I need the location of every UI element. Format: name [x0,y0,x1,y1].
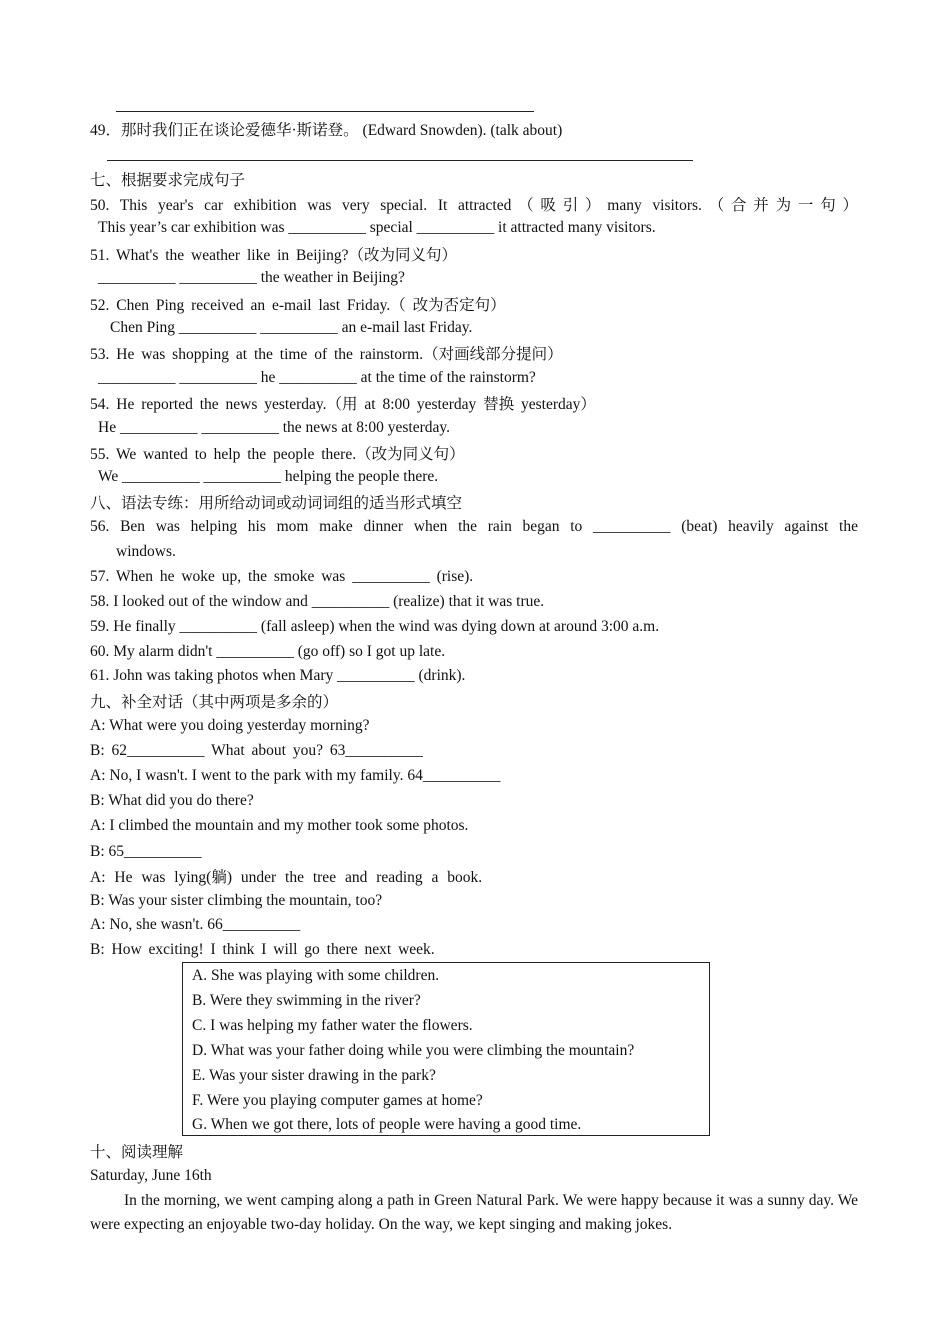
answer-50: This year’s car exhibition was __________ special __________ it attracted many visitors. [98,219,656,236]
dialog-line: A: What were you doing yesterday morning? [90,717,370,734]
option-e: E. Was your sister drawing in the park? [192,1067,436,1084]
section-9-heading: 九、补全对话（其中两项是多余的） [90,694,339,711]
question-56-cont: windows. [116,543,176,560]
answer-51: __________ __________ the weather in Beijing? [98,269,405,286]
answer-54: He __________ __________ the news at 8:00 yesterday. [98,419,450,436]
diary-date: Saturday, June 16th [90,1167,212,1184]
question-57: 57. When he woke up, the smoke was __________ (rise). [90,568,474,585]
question-52: 52. Chen Ping received an e-mail last Friday.（ 改为否定句） [90,297,506,314]
dialog-line: B: 62__________ What about you? 63__________ [90,742,423,759]
question-53: 53. He was shopping at the time of the rainstorm.（对画线部分提问） [90,346,563,363]
question-54: 54. He reported the news yesterday.（用 at 8:00 yesterday 替换 yesterday） [90,396,596,413]
dialog-line: A: I climbed the mountain and my mother took some photos. [90,817,469,834]
question-49: 49．那时我们正在谈论爱德华·斯诺登。 (Edward Snowden). (talk about) [90,122,563,139]
answer-line-49 [107,160,693,161]
question-60: 60. My alarm didn't __________ (go off) so I got up late. [90,643,446,660]
question-58: 58. I looked out of the window and __________ (realize) that it was true. [90,593,545,610]
dialog-line: A: No, I wasn't. I went to the park with my family. 64__________ [90,767,501,784]
dialog-line: A: No, she wasn't. 66__________ [90,916,301,933]
dialog-line: B: Was your sister climbing the mountain, too? [90,892,383,909]
answer-55: We __________ __________ helping the people there. [98,468,439,485]
section-7-heading: 七、根据要求完成句子 [90,172,246,189]
dialog-line: B: How exciting! I think I will go there next week. [90,941,435,958]
question-56: 56. Ben was helping his mom make dinner when the rain began to __________ (beat) heavily against the [90,518,858,535]
option-a: A. She was playing with some children. [192,967,440,984]
answer-53: __________ __________ he __________ at the time of the rainstorm? [98,369,536,386]
dialog-line: A: He was lying(躺) under the tree and reading a book. [90,869,483,886]
option-g: G. When we got there, lots of people were having a good time. [192,1116,582,1133]
question-51: 51. What's the weather like in Beijing?（改为同义句） [90,247,458,264]
question-50: 50. This year's car exhibition was very special. It attracted（吸引）many visitors.（合并为一句） [90,197,858,214]
option-b: B. Were they swimming in the river? [192,992,421,1009]
reading-paragraph: In the morning, we went camping along a path in Green Natural Park. We were happy because it was a sunny day. We were expecting an enjoyable two-day holiday. On the way, we kept singing and making jokes. [90,1192,858,1233]
question-61: 61. John was taking photos when Mary __________ (drink). [90,667,466,684]
dialog-line: B: 65__________ [90,843,202,860]
answer-52: Chen Ping __________ __________ an e-mail last Friday. [110,319,473,336]
option-d: D. What was your father doing while you were climbing the mountain? [192,1042,635,1059]
section-10-heading: 十、阅读理解 [90,1144,184,1161]
option-c: C. I was helping my father water the flowers. [192,1017,473,1034]
question-59: 59. He finally __________ (fall asleep) when the wind was dying down at around 3:00 a.m. [90,618,660,635]
dialog-line: B: What did you do there? [90,792,254,809]
option-f: F. Were you playing computer games at home? [192,1092,483,1109]
answer-line-48 [116,111,534,112]
section-8-heading: 八、语法专练：用所给动词或动词词组的适当形式填空 [90,495,463,512]
question-55: 55. We wanted to help the people there.（改为同义句） [90,446,465,463]
